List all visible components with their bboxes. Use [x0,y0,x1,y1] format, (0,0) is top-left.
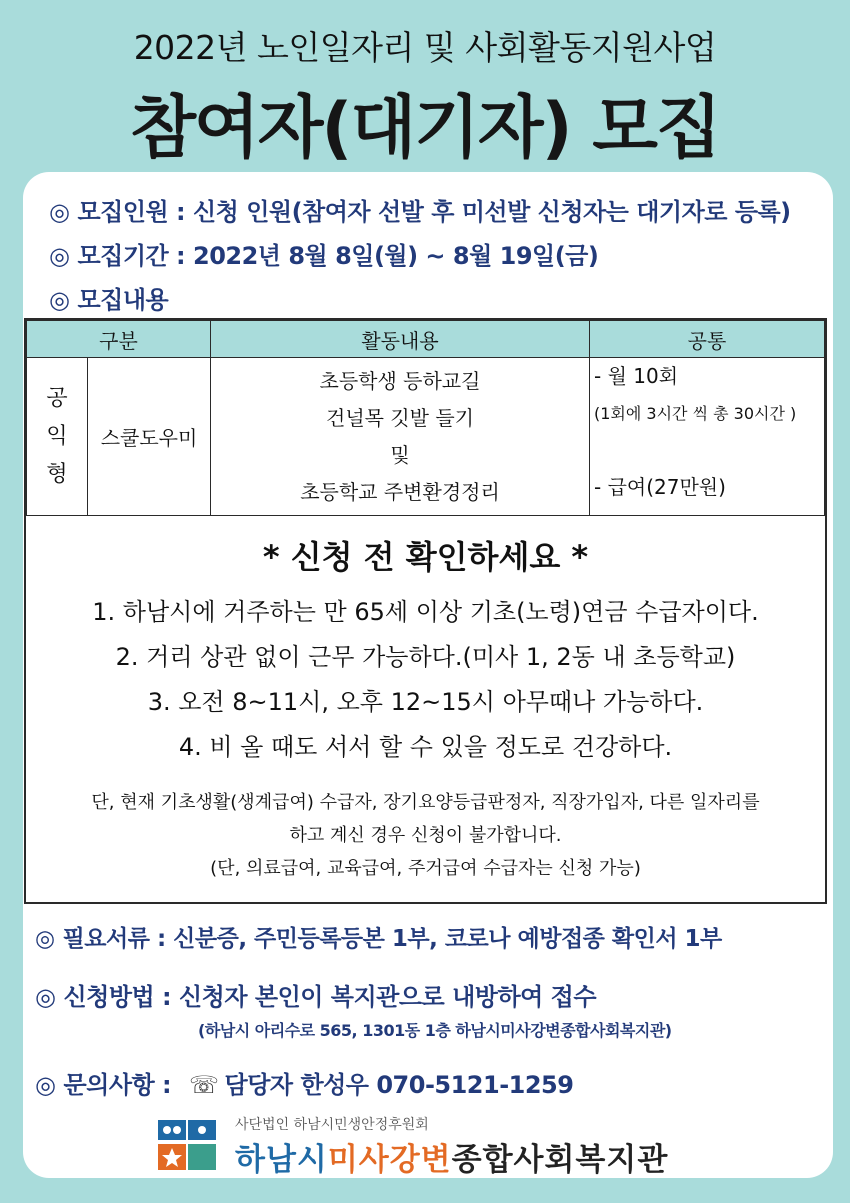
header-category: 구분 [27,321,211,358]
header-common: 공통 [590,321,825,358]
table-header-row [27,321,825,358]
common-conditions: - 월 10회 (1회에 3시간 씩 총 30시간 ) - 급여(27만원) [590,358,825,516]
bullet-icon: ◎ [35,1071,56,1099]
phone-icon: ☏ [189,1071,219,1099]
notice-title: * 신청 전 확인하세요 * [262,538,589,576]
program-name: 스쿨도우미 [88,358,211,516]
bullet-icon: ◎ [35,926,55,952]
org-logo-icon [158,1118,216,1172]
header-activity: 활동내용 [211,321,590,358]
activity-content: 초등학생 등하교길 건널목 깃발 들기 및 초등학교 주변환경정리 [211,358,590,516]
table-row [27,358,825,516]
list-item: 4. 비 올 때도 서서 할 수 있을 정도로 건강하다. [178,733,673,761]
page-title: 참여자(대기자) 모집 [130,89,720,168]
list-item: 3. 오전 8~11시, 오후 12~15시 아무때나 가능하다. [147,688,704,716]
eligibility-rules [26,590,825,770]
address-line: (하남시 아리수로 565, 1301동 1층 하남시미사강변종합사회복지관) [198,1021,672,1040]
list-item: 2. 거리 상관 없이 근무 가능하다.(미사 1, 2동 내 초등학교) [115,643,736,671]
inquiry-line: ◎ 문의사항 : ☏ 담당자 한성우 070-5121-1259 [35,1071,574,1099]
exclusion-note: 단, 현재 기초생활(생계급여) 수급자, 장기요양등급판정자, 직장가입자, 다른 일자리를 하고 계신 경우 신청이 불가합니다. (단, 의료급여, 교육급여, 주거급여 수급자는 신청 가능) [91,792,760,879]
bullet-icon: ◎ [49,198,70,226]
org-name: 하남시미사강변종합사회복지관 [235,1142,669,1178]
org-subtitle: 사단법인 하남시민생안정후원회 [235,1117,429,1133]
method-line: ◎ 신청방법 : 신청자 본인이 복지관으로 내방하여 접수 [35,983,597,1011]
recruit-period-line: ◎ 모집기간 : 2022년 8월 8일(월) ~ 8월 19일(금) [49,242,599,270]
recruit-count-line: ◎ 모집인원 : 신청 인원(참여자 선발 후 미선발 신청자는 대기자로 등록) [49,198,791,226]
bullet-icon: ◎ [49,242,70,270]
activity-table [26,320,825,516]
bullet-icon: ◎ [49,286,70,314]
info-box [24,318,827,904]
recruit-content-line: ◎ 모집내용 [49,286,169,314]
type-cell: 공 익 형 [27,358,88,516]
documents-line: ◎ 필요서류 : 신분증, 주민등록등본 1부, 코로나 예방접종 확인서 1부 [35,926,722,952]
header-subtitle: 2022년 노인일자리 및 사회활동지원사업 [133,28,717,67]
bullet-icon: ◎ [35,983,56,1011]
list-item: 1. 하남시에 거주하는 만 65세 이상 기초(노령)연금 수급자이다. [92,598,759,626]
